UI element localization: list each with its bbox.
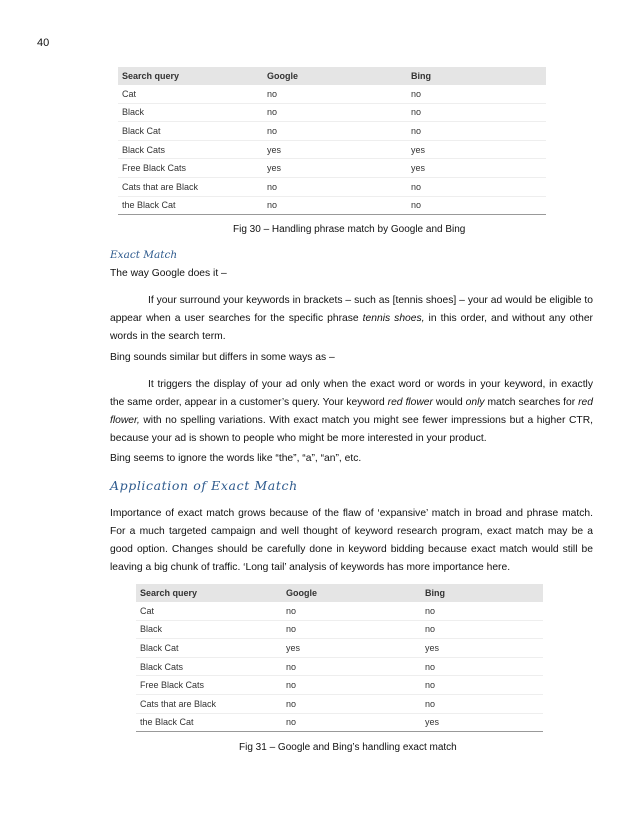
text-run: If your surround your keywords in brackets – such as [tennis shoes] – your ad would be eligible to appear when a user searches for the specific phrase xyxy=(110,295,593,324)
table-cell: no xyxy=(421,694,543,713)
table-cell: yes xyxy=(282,639,421,658)
text-run: in this order, and without any other words in the search term. xyxy=(110,313,593,342)
emphasis: red flower xyxy=(387,397,433,408)
table-row xyxy=(118,140,546,159)
bing-ignore-note: Bing seems to ignore the words like “the”, “a”, “an”, etc. xyxy=(110,453,362,464)
bing-exact-paragraph xyxy=(110,376,593,448)
table-cell: no xyxy=(263,85,407,103)
table-cell: no xyxy=(282,676,421,695)
table-row xyxy=(136,713,543,732)
table-cell: no xyxy=(282,694,421,713)
column-header: Bing xyxy=(407,67,546,85)
application-paragraph: Importance of exact match grows because of the flaw of ‘expansive’ match in broad and phrase match. For a much targeted campaign and well thought of keyword research program, exact match may be a good option. Changes should be carefully done in keyword bidding because exact match would still be leaving a big chunk of traffic. ‘Long tail’ analysis of keywords has more importance here. xyxy=(110,508,593,573)
table-cell: no xyxy=(282,713,421,732)
table-cell: no xyxy=(263,177,407,196)
google-intro: The way Google does it – xyxy=(110,268,227,279)
table-row xyxy=(118,196,546,215)
figure-caption-31: Fig 31 – Google and Bing’s handling exact match xyxy=(239,742,457,753)
table-cell: Cats that are Black xyxy=(136,694,282,713)
table-row xyxy=(136,639,543,658)
phrase-match-table xyxy=(118,67,546,215)
table-cell: no xyxy=(407,122,546,141)
emphasis: only xyxy=(465,397,485,408)
google-exact-paragraph xyxy=(110,292,593,346)
table-cell: no xyxy=(421,676,543,695)
table-cell: no xyxy=(421,620,543,639)
exact-match-table xyxy=(136,584,543,732)
table-cell: no xyxy=(282,620,421,639)
table-row xyxy=(118,85,546,103)
column-header: Bing xyxy=(421,584,543,602)
table-cell: Black xyxy=(118,103,263,122)
table-row xyxy=(136,676,543,695)
table-cell: Free Black Cats xyxy=(136,676,282,695)
column-header: Google xyxy=(263,67,407,85)
figure-caption-30: Fig 30 – Handling phrase match by Google and Bing xyxy=(233,224,466,235)
table-cell: no xyxy=(263,122,407,141)
table-cell: Black Cat xyxy=(118,122,263,141)
table-row xyxy=(118,103,546,122)
table-cell: Cat xyxy=(118,85,263,103)
table-cell: no xyxy=(421,657,543,676)
table-cell: yes xyxy=(407,159,546,178)
table-row xyxy=(118,177,546,196)
table-cell: Black xyxy=(136,620,282,639)
table-row xyxy=(136,694,543,713)
table-cell: no xyxy=(263,196,407,215)
emphasis: tennis shoes, xyxy=(362,313,425,324)
table-cell: Free Black Cats xyxy=(118,159,263,178)
emphasis: red flower, xyxy=(110,397,593,426)
table-cell: no xyxy=(421,602,543,620)
column-header: Google xyxy=(282,584,421,602)
table-row xyxy=(136,657,543,676)
table-cell: no xyxy=(407,177,546,196)
table-cell: Cat xyxy=(136,602,282,620)
text-run: It triggers the display of your ad only when the exact word or words in your keyword, in exactly the same order, appear in a customer’s query. Your keyword xyxy=(110,379,593,408)
text-run: with no spelling variations. With exact match you might see fewer impressions but a higher CTR, because your ad is shown to people who might be more interested in your product. xyxy=(110,415,593,444)
exact-match-heading: Exact Match xyxy=(110,249,178,261)
table-cell: no xyxy=(263,103,407,122)
table-header-row xyxy=(118,67,546,85)
table-row xyxy=(118,159,546,178)
table-cell: Black Cats xyxy=(118,140,263,159)
table-cell: no xyxy=(407,103,546,122)
table-cell: no xyxy=(407,196,546,215)
table-cell: Black Cats xyxy=(136,657,282,676)
table-cell: the Black Cat xyxy=(136,713,282,732)
table-row xyxy=(136,620,543,639)
table-cell: no xyxy=(282,602,421,620)
table-cell: no xyxy=(282,657,421,676)
table-row xyxy=(136,602,543,620)
bing-intro: Bing sounds similar but differs in some ways as – xyxy=(110,352,335,363)
column-header: Search query xyxy=(136,584,282,602)
application-heading: Application of Exact Match xyxy=(110,478,298,493)
column-header: Search query xyxy=(118,67,263,85)
table-cell: the Black Cat xyxy=(118,196,263,215)
table-cell: Cats that are Black xyxy=(118,177,263,196)
text-run: match searches for xyxy=(484,397,579,408)
page-number: 40 xyxy=(37,37,50,49)
table-cell: Black Cat xyxy=(136,639,282,658)
table-row xyxy=(118,122,546,141)
table-cell: yes xyxy=(421,639,543,658)
text-run: would xyxy=(432,397,466,408)
table-cell: yes xyxy=(407,140,546,159)
table-header-row xyxy=(136,584,543,602)
table-cell: yes xyxy=(263,159,407,178)
table-cell: yes xyxy=(421,713,543,732)
table-cell: yes xyxy=(263,140,407,159)
table-cell: no xyxy=(407,85,546,103)
